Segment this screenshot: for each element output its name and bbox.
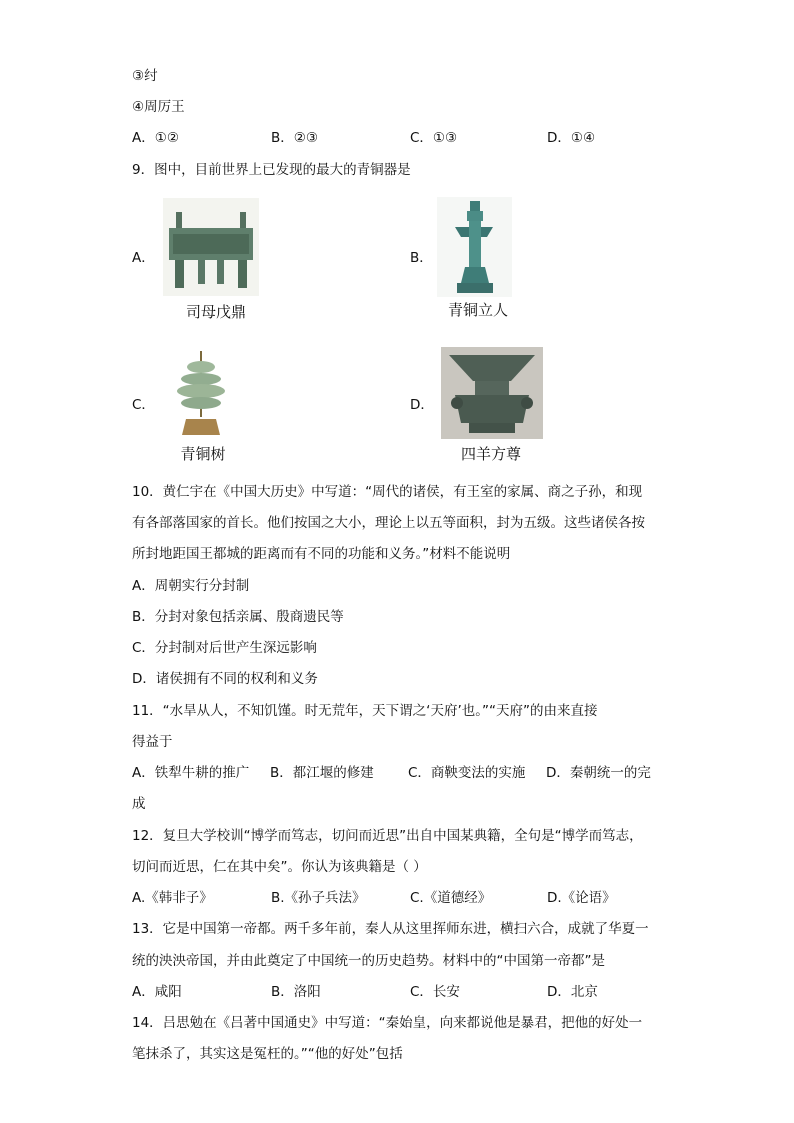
four-goat-square-zun-image — [441, 347, 543, 439]
q8-item-3: ③纣 — [132, 68, 158, 84]
q12-option-d: D.《论语》 — [547, 890, 616, 906]
q10-line-3: 所封地距国王都城的距离而有不同的功能和义务。”材料不能说明 — [132, 546, 511, 562]
q10-option-d: D．诸侯拥有不同的权利和义务 — [132, 671, 318, 687]
q13-option-b: B．洛阳 — [271, 984, 321, 1000]
bronze-standing-figure-image — [437, 197, 512, 297]
q11-option-a: A．铁犁牛耕的推广 — [132, 765, 250, 781]
q11-option-d: D．秦朝统一的完 — [546, 765, 651, 781]
q10-line-1: 10．黄仁宇在《中国大历史》中写道：“周代的诸侯，有王室的家属、商之子孙，和现 — [132, 484, 643, 500]
q11-line-1: 11．“水旱从人，不知饥馑。时无荒年，天下谓之‘天府’也。”“天府”的由来直接 — [132, 703, 598, 719]
q11-option-b: B．都江堰的修建 — [270, 765, 374, 781]
q9-caption-d: 四羊方尊 — [460, 445, 521, 463]
q8-option-c: C．①③ — [410, 130, 458, 146]
q13-line-2: 统的泱泱帝国，并由此奠定了中国统一的历史趋势。材料中的“中国第一帝都”是 — [132, 953, 605, 969]
q11-option-d-wrap: 成 — [132, 796, 146, 812]
q10-option-a: A．周朝实行分封制 — [132, 578, 250, 594]
q10-option-c: C．分封制对后世产生深远影响 — [132, 640, 317, 656]
q11-option-c: C．商鞅变法的实施 — [408, 765, 526, 781]
q9-caption-b: 青铜立人 — [447, 301, 508, 319]
q12-line-1: 12．复旦大学校训“博学而笃志，切问而近思”出自中国某典籍，全句是“博学而笃志， — [132, 828, 643, 844]
bronze-tree-image — [166, 347, 236, 439]
q12-line-2: 切问而近思，仁在其中矣”。你认为该典籍是（ ） — [132, 859, 427, 875]
q9-label-a: A． — [132, 250, 155, 266]
q8-option-b: B．②③ — [271, 130, 318, 146]
q9-label-b: B． — [410, 250, 433, 266]
q12-option-c: C.《道德经》 — [410, 890, 492, 906]
q9-caption-a: 司母戊鼎 — [185, 303, 246, 321]
q10-line-2: 有各部落国家的首长。他们按国之大小，理论上以五等面积，封为五级。这些诸侯各按 — [132, 515, 645, 531]
q12-option-a: A.《韩非子》 — [132, 890, 213, 906]
q13-option-c: C．长安 — [410, 984, 460, 1000]
q8-option-d: D．①④ — [547, 130, 596, 146]
q13-option-d: D．北京 — [547, 984, 598, 1000]
q9-label-d: D． — [410, 397, 434, 413]
q13-option-a: A．咸阳 — [132, 984, 182, 1000]
simuwu-ding-image — [163, 198, 259, 296]
q14-line-1: 14．吕思勉在《吕著中国通史》中写道：“秦始皇，向来都说他是暴君，把他的好处一 — [132, 1015, 643, 1031]
q12-option-b: B.《孙子兵法》 — [271, 890, 366, 906]
q14-line-2: 笔抹杀了，其实这是冤枉的。”“他的好处”包括 — [132, 1046, 403, 1062]
q11-line-2: 得益于 — [132, 734, 173, 750]
q9-stem: 9．图中，目前世界上已发现的最大的青铜器是 — [132, 162, 411, 178]
q8-option-a: A．①② — [132, 130, 179, 146]
q8-item-4: ④周厉王 — [132, 99, 185, 115]
q9-label-c: C． — [132, 397, 155, 413]
q13-line-1: 13．它是中国第一帝都。两千多年前，秦人从这里挥师东进，横扫六合，成就了华夏一 — [132, 921, 649, 937]
q9-caption-c: 青铜树 — [180, 445, 226, 463]
q10-option-b: B．分封对象包括亲属、殷商遗民等 — [132, 609, 344, 625]
